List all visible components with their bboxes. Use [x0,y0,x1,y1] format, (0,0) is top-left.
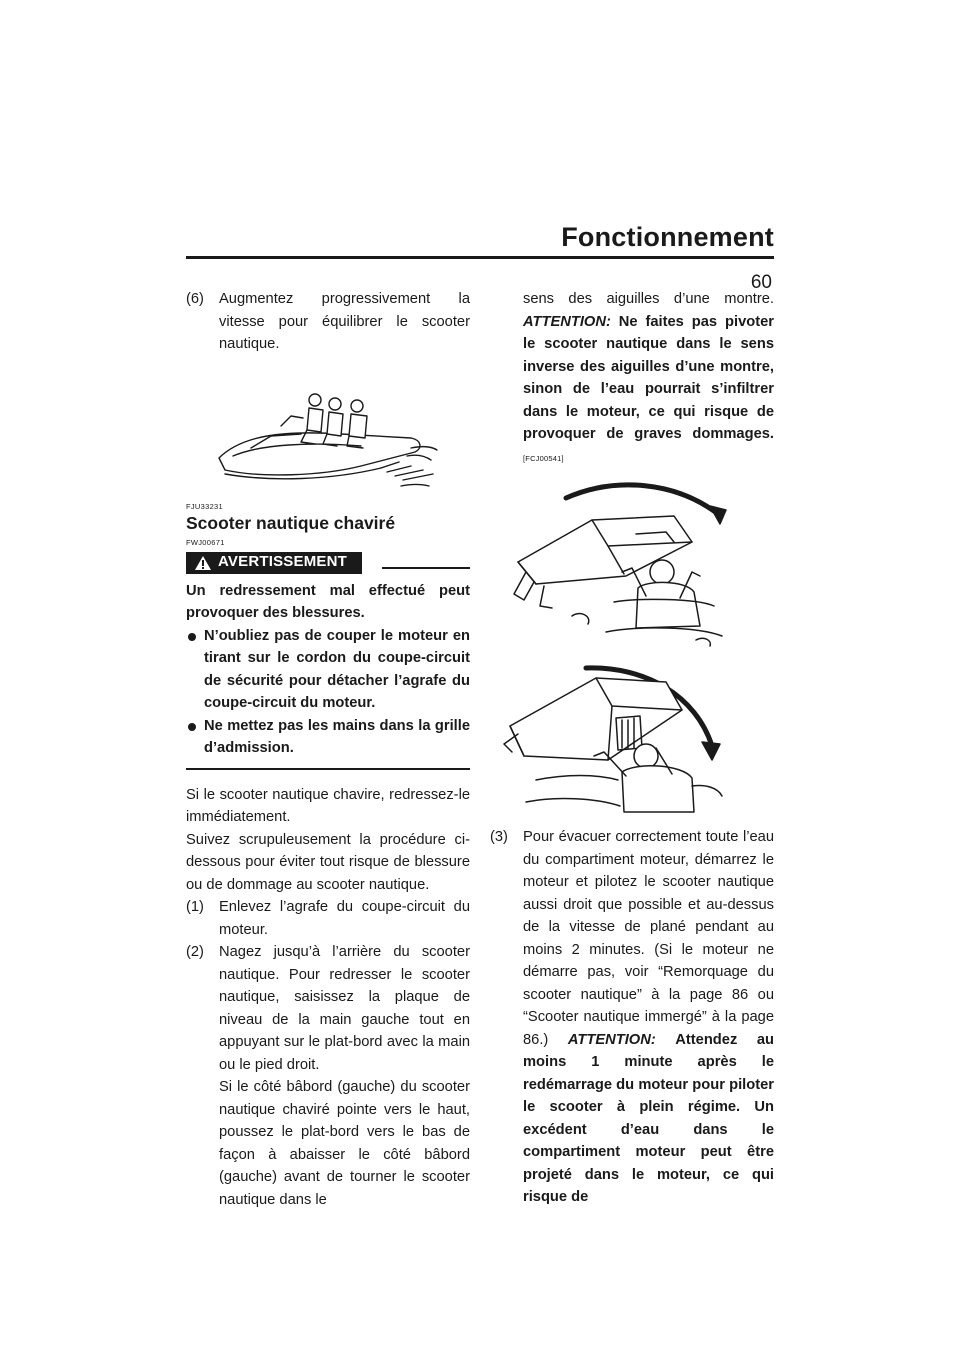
jetski-riders-illustration [211,386,445,496]
warning-code: FWJ00671 [186,537,225,547]
paragraph: Si le scooter nautique chavire, redressez-le immédiatement. [186,786,470,825]
attention-text: Ne faites pas pivoter le scooter nautique dans le sens inverse des aiguilles d’une montre, sinon de l’eau pourrait s’infiltrer dans le moteur, ce qui risque de provoquer de graves dommages. [523,313,774,442]
continued-text: sens des aiguilles d’une montre. [523,291,774,307]
attention-label: ATTENTION: [523,313,611,330]
bullet-dot [188,723,196,731]
step-3-text: Pour évacuer correctement toute l’eau du compartiment moteur, démarrez le moteur et pilotez le scooter nautique aussi droit que possible et au-dessus de la vitesse de plané pendant au moins 2 minutes. (Si le moteur ne démarre pas, voir “Remorquage du scooter nautique” à la page 86 ou “Scooter nautique immergé” à la page 86.) [523,829,774,1048]
warning-rule [382,567,470,569]
bullet-dot [188,633,196,641]
attention-label: ATTENTION: [567,1031,656,1048]
warning-bullet-text: Ne mettez pas les mains dans la grille d’admission. [204,717,470,756]
page-title: Fonctionnement [561,222,774,252]
step-number: (2) [186,944,204,960]
step-text: Enlevez l’agrafe du coupe-circuit du moteur. [219,899,470,938]
step-number: (1) [186,899,204,915]
attention-code: [FCJ00541] [523,453,564,463]
left-column [186,288,470,1211]
capsized-righting-illustration-2 [496,656,728,822]
step-2-continued [490,288,774,470]
warning-label: AVERTISSEMENT [218,553,348,571]
header-rule [186,256,774,259]
warning-triangle-icon [194,555,212,571]
warning-badge [186,552,362,574]
step-6 [186,288,470,356]
section-code: FJU33231 [186,501,224,511]
step-2-continued: Si le côté bâbord (gauche) du scooter nautique chaviré pointe vers le haut, poussez le plat-bord vers le bas de façon à abaisser le côté bâbord (gauche) avant de tourner le scooter nautique dans le [219,1079,470,1208]
right-column [490,288,774,1209]
warning-intro: Un redressement mal effectué peut provoquer des blessures. [186,582,470,621]
page-number: 60 [750,272,772,293]
step-text: Augmentez progressivement la vitesse pour équilibrer le scooter nautique. [219,291,470,352]
section-heading: Scooter nautique chaviré [186,512,396,533]
paragraph: Suivez scrupuleusement la procédure ci-dessous pour éviter tout risque de blessure ou de dommage au scooter nautique. [186,831,470,893]
step-3 [490,826,774,1209]
step-text [523,826,774,1209]
step-number: (6) [186,291,204,307]
warning-bullet [186,715,470,760]
warning-end-rule [186,768,470,770]
step-1 [186,896,470,941]
warning-bar [186,552,470,574]
step-number: (3) [490,829,508,845]
step-2 [186,941,470,1076]
warning-bullet-text: N’oubliez pas de couper le moteur en tirant sur le cordon du coupe-circuit de sécurité pour détacher l’agrafe du coupe-circuit du moteur. [204,627,470,711]
step-text: Nagez jusqu’à l’arrière du scooter nautique. Pour redresser le scooter nautique, saisissez la plaque de niveau de la main gauche tout en appuyant sur le plat-bord avec la main ou le pied droit. [219,944,470,1073]
warning-bullet [186,625,470,715]
attention-text: Attendez au moins 1 minute après le redémarrage du moteur pour piloter le scooter à plein régime. Un excédent d’eau dans le compartiment moteur peut être projeté dans le moteur, ce qui risque de [523,1031,774,1205]
capsized-righting-illustration-1 [496,476,728,652]
